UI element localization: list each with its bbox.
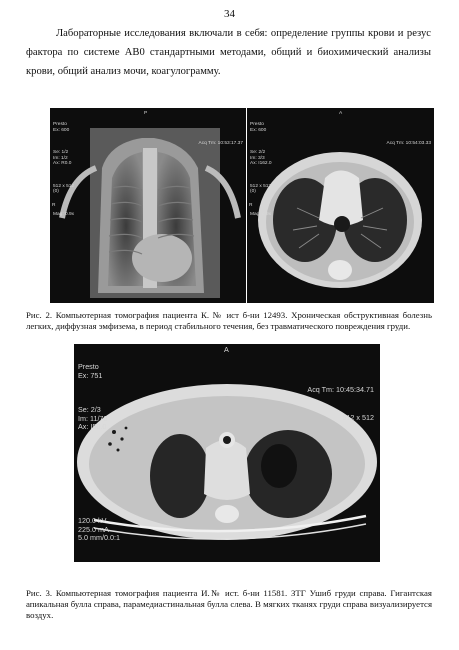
orientation-marker-left: R: [249, 203, 253, 208]
figure3-caption: [26, 588, 432, 621]
ct-topogram-image: [50, 108, 246, 303]
acquisition-time: Acq Tm: 10:45:34.71: [307, 385, 374, 394]
figure3-caption-text: Компьютерная томография пациента И.№ ист. б-ни 11581. ЗТГ Ушиб груди справа. Гигантская апикальная булла справа, парамедиастинальная булла слева. В мягких тканях груди справа визуализируется воздух.: [26, 588, 432, 620]
figure2-caption-text: Компьютерная томография пациента К. № ист б-ни 12493. Хроническая обструктивная болезнь легких, диффузная эмфизема, в период стабильного течения, без травматического повреждения груди.: [26, 310, 433, 331]
chest-topogram-drawing: [50, 108, 246, 303]
ct-axial-large-image: [74, 344, 380, 562]
acquisition-time: Acq Tm: 10:54:03.33: [386, 141, 431, 146]
page-number: 34: [224, 8, 235, 20]
orientation-marker-right: L: [372, 447, 376, 456]
matrix-size: 512 x 512: [342, 413, 374, 422]
orientation-marker-top: P: [144, 111, 148, 116]
ct-axial-image: [247, 108, 434, 303]
chest-axial-drawing: [247, 108, 434, 303]
scan-info: Presto Ex: 751 Se: 2/3 Im: 11/70 Ax: I50.0: [78, 362, 108, 432]
acquisition-parameters: 120.0 kV 225.0 mA 5.0 mm/0.0:1: [78, 516, 120, 543]
orientation-marker-top: A: [339, 111, 343, 116]
acquisition-time: Acq Tm: 10:53:17.37: [198, 141, 243, 146]
figure2-caption-label: Рис. 2.: [26, 310, 53, 320]
orientation-marker-left: R: [52, 203, 56, 208]
scan-info-right: Presto Ex: 600 Se: 2/2 Im: 3/3 Ax: I162.0 512 x 512 (0) Mag: 0.9x: [250, 122, 272, 217]
figure3-caption-label: Рис. 3.: [26, 588, 53, 598]
orientation-marker-top: A: [224, 345, 229, 354]
intro-paragraph: Лабораторные исследования включали в себя: определение группы крови и резус фактора по системе АВ0 стандартными методами, общий и биохимический анализы крови, общий анализ мочи, коагулограмму.: [26, 28, 431, 77]
figure2-caption: [26, 310, 432, 332]
scan-info-left: Presto Ex: 600 Se: 1/2 Im: 1/2 Ax: R0.0 512 x 512 (0) Mag: 0.9x: [53, 122, 75, 217]
